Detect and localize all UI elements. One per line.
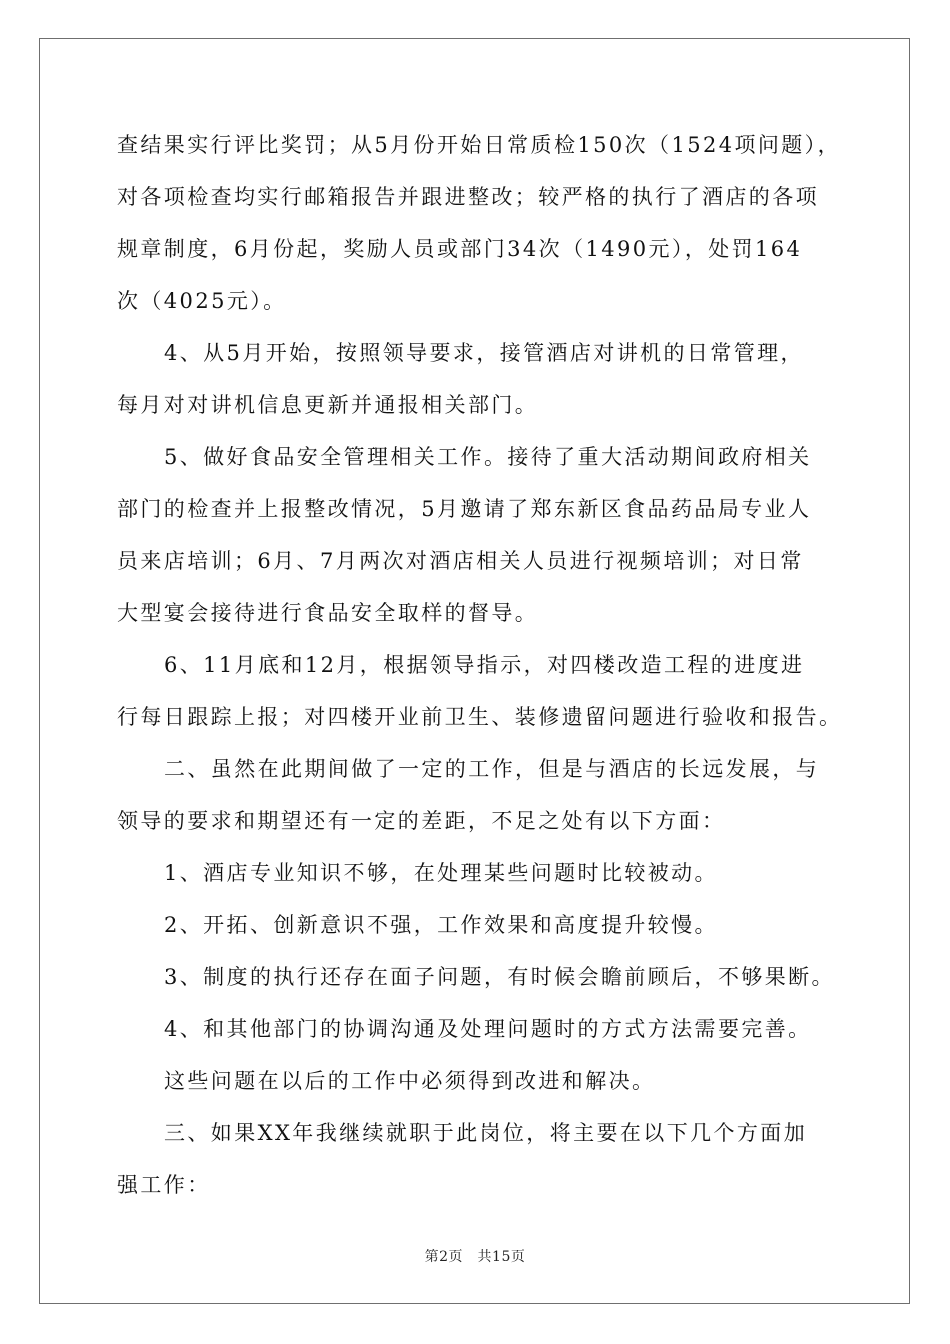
text-line-21: 强工作： xyxy=(117,1173,211,1197)
text-line-19: 这些问题在以后的工作中必须得到改进和解决。 xyxy=(164,1069,656,1093)
text-line-16: 2、开拓、创新意识不强，工作效果和高度提升较慢。 xyxy=(164,913,718,937)
text-line-4: 次（4025元）。 xyxy=(117,289,287,313)
text-line-13: 二、虽然在此期间做了一定的工作，但是与酒店的长远发展，与 xyxy=(164,757,820,781)
text-line-14: 领导的要求和期望还有一定的差距，不足之处有以下方面： xyxy=(117,809,726,833)
text-line-17: 3、制度的执行还存在面子问题，有时候会瞻前顾后，不够果断。 xyxy=(164,965,835,989)
text-line-18: 4、和其他部门的协调沟通及处理问题时的方式方法需要完善。 xyxy=(164,1017,812,1041)
text-line-11: 6、11月底和12月，根据领导指示，对四楼改造工程的进度进 xyxy=(164,653,805,677)
text-line-7: 5、做好食品安全管理相关工作。接待了重大活动期间政府相关 xyxy=(164,445,812,469)
text-line-1: 查结果实行评比奖罚；从5月份开始日常质检150次（1524项问题）， xyxy=(117,133,841,157)
text-line-9: 员来店培训；6月、7月两次对酒店相关人员进行视频培训；对日常 xyxy=(117,549,804,573)
text-line-12: 行每日跟踪上报；对四楼开业前卫生、装修遗留问题进行验收和报告。 xyxy=(117,705,843,729)
text-line-5: 4、从5月开始，按照领导要求，接管酒店对讲机的日常管理， xyxy=(164,341,804,365)
text-line-2: 对各项检查均实行邮箱报告并跟进整改；较严格的执行了酒店的各项 xyxy=(117,185,819,209)
text-line-10: 大型宴会接待进行食品安全取样的督导。 xyxy=(117,601,539,625)
page-number-footer: 第2页 共15页 xyxy=(424,1249,526,1265)
text-line-20: 三、如果XX年我继续就职于此岗位，将主要在以下几个方面加 xyxy=(164,1121,808,1145)
text-line-3: 规章制度，6月份起，奖励人员或部门34次（1490元），处罚164 xyxy=(117,237,803,261)
text-line-6: 每月对对讲机信息更新并通报相关部门。 xyxy=(117,393,539,417)
text-line-8: 部门的检查并上报整改情况，5月邀请了郑东新区食品药品局专业人 xyxy=(117,497,812,521)
text-line-15: 1、酒店专业知识不够，在处理某些问题时比较被动。 xyxy=(164,861,718,885)
